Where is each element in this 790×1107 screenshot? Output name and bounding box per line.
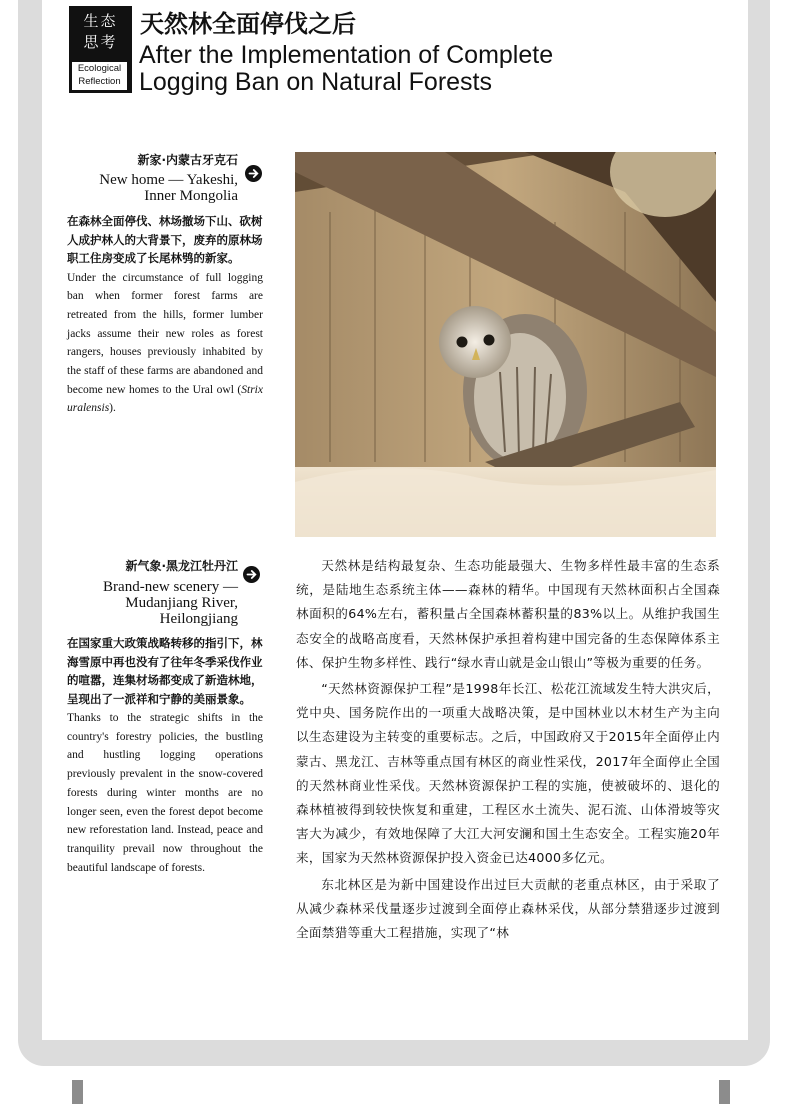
stand-right: [719, 1080, 730, 1104]
caption-1-desc-zh: 在森林全面停伐、林场撤场下山、砍树人成护林人的大背景下，废弃的原林场职工住房变成了长尾林鸮的新家。: [67, 214, 263, 265]
article-body: [296, 554, 720, 947]
article-paragraph-2: “天然林资源保护工程”是1998年长江、松花江流域发生特大洪灾后，党中央、国务院作出的一项重大战略决策，是中国林业以木材生产为主向以生态建设为主转变的重要标志。之后，中国政府又于2015年全面停止内蒙古、黑龙江、吉林等重点国有林区的商业性采伐，2017年全面停止全国的天然林商业性采伐。天然林资源保护工程的实施，使被破坏的、退化的森林植被得到较快恢复和重建，工程区水土流失、泥石流、山体滑坡等灾害大为减少，有效地保障了大江大河安澜和国土生态安全。工程实施20年来，国家为天然林资源保护投入资金已达4000多亿元。: [296, 681, 720, 866]
caption-2-description: [67, 634, 263, 877]
caption-2-title-en-line-3: Heilongjiang: [159, 611, 238, 627]
caption-2-title-en-line-2: Mudanjiang River,: [125, 595, 238, 611]
badge-en-line-2: Reflection: [78, 76, 121, 87]
caption-1-heading: [70, 151, 238, 204]
page-title-en-line-2: Logging Ban on Natural Forests: [139, 68, 492, 96]
section-badge: [69, 6, 132, 93]
caption-1-desc-en: [67, 269, 263, 419]
caption-2-heading: [70, 557, 238, 627]
caption-1-title-en-line-1: New home — Yakeshi,: [99, 172, 238, 188]
stand-left: [72, 1080, 83, 1104]
badge-zh-line-2: 思考: [83, 33, 118, 51]
caption-2-title-zh: 新气象·黑龙江牡丹江: [125, 559, 238, 573]
badge-zh-line-1: 生态: [83, 12, 118, 30]
caption-1-title-zh: 新家·内蒙古牙克石: [137, 153, 238, 167]
page-title-zh: 天然林全面停伐之后: [140, 10, 356, 38]
page-title-en: [139, 42, 739, 96]
article-paragraph-3: 东北林区是为新中国建设作出过巨大贡献的老重点林区，由于采取了从减少森林采伐量逐步过渡到全面停止森林采伐，从部分禁猎逐步过渡到全面禁猎等重大工程措施，实现了“林: [296, 876, 720, 941]
caption-1-desc-en-species: Strix uralensis: [67, 383, 263, 415]
badge-en-line-1: Ecological: [77, 63, 122, 74]
page-title-en-line-1: After the Implementation of Complete: [139, 41, 554, 69]
caption-1-description: [67, 212, 263, 418]
caption-2-desc-en: Thanks to the strategic shifts in the country's forestry policies, the bustling and hustling logging operations previously prevalent in the snow-covered forests during winter months are no longer seen, even the forest depot become new reforestation land. Instead, peace and tranquility prevail now throughout the beautiful landscape of forests.: [67, 712, 263, 874]
caption-1-title-en-line-2: Inner Mongolia: [144, 188, 238, 204]
arrow-right-icon: [245, 165, 262, 182]
arrow-right-icon: [243, 566, 260, 583]
caption-2-desc-zh: 在国家重大政策战略转移的指引下，林海雪原中再也没有了往年冬季采伐作业的喧嚣，连集材场都变成了新造林地，呈现出了一派祥和宁静的美丽景象。: [67, 636, 263, 706]
caption-1-desc-en-end: ).: [109, 402, 116, 415]
owl-photo: [295, 152, 716, 537]
article-paragraph-1: 天然林是结构最复杂、生态功能最强大、生物多样性最丰富的生态系统，是陆地生态系统主体——森林的精华。中国现有天然林面积占全国森林面积的64%左右，蓄积量占全国森林蓄积量的83%以上。从维护我国生态安全的战略高度看，天然林保护承担着构建中国完备的生态保障体系主体、保护生物多样性、践行“绿水青山就是金山银山”等极为重要的任务。: [296, 558, 720, 670]
caption-1-desc-en-text: Under the circumstance of full logging ban when former forest farms are retreated from the hills, former lumber jacks assume their new roles as forest rangers, houses previously inhabited by the staff of these farms are abandoned and become new homes to the Ural owl (: [67, 271, 263, 396]
caption-2-title-en-line-1: Brand-new scenery —: [103, 579, 238, 595]
